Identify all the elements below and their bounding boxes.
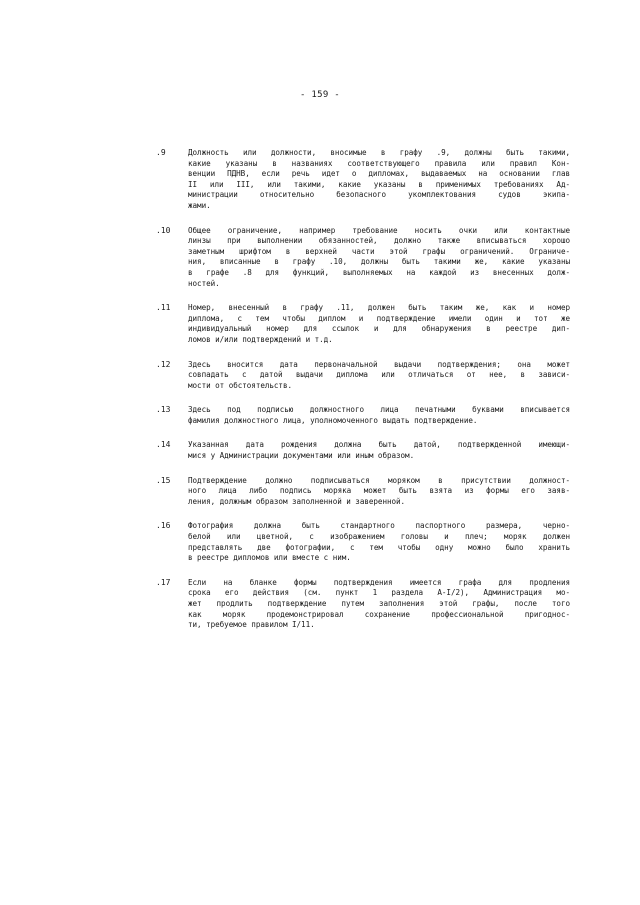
- paragraph-line: заметным шрифтом в верхней части этой графы ограничений. Ограниче-: [188, 246, 570, 256]
- paragraph-line: ного лица либо подпись моряка может быть взята из формы его заяв-: [188, 486, 570, 496]
- paragraph-text: [188, 303, 570, 345]
- paragraph-item: [150, 476, 570, 508]
- paragraph-item: [150, 360, 570, 392]
- paragraph-number: .10: [156, 225, 171, 235]
- paragraph-line: ти, требуемое правилом I/11.: [188, 620, 315, 630]
- paragraph-line: срока его действия (см. пункт 1 раздела A-I/2), Администрация мо-: [188, 588, 570, 598]
- paragraph-text: [188, 405, 570, 426]
- paragraph-line: ния, вписанные в графу .10, должны быть такими же, какие указаны: [188, 257, 570, 267]
- paragraph-line: какие указаны в названиях соответствующего правила или правил Кон-: [188, 158, 570, 168]
- paragraph-line: Здесь вносится дата первоначальной выдачи подтверждения; она может: [188, 359, 570, 369]
- paragraph-item: [150, 405, 570, 426]
- paragraph-line: ностей.: [188, 278, 220, 288]
- paragraph-line: Здесь под подписью должностного лица печатными буквами вписывается: [188, 405, 570, 415]
- paragraph-item: [150, 440, 570, 461]
- page-number: - 159 -: [299, 90, 341, 100]
- paragraph-line: представлять две фотографии, с тем чтобы одну можно было хранить: [188, 542, 570, 552]
- paragraph-line: II или III, или такими, какие указаны в применимых требованиях Ад-: [188, 179, 570, 189]
- paragraph-line: жет продлить подтверждение путем заполнения этой графы, после того: [188, 599, 570, 608]
- paragraph-line: как моряк продемонстрировал сохранение профессиональной пригоднос-: [188, 609, 570, 619]
- paragraph-line: Должность или должности, вносимые в графу .9, должны быть такими,: [188, 148, 570, 157]
- paragraph-text: [188, 360, 570, 392]
- paragraph-line: совпадать с датой выдачи диплома или отличаться от нее, в зависи-: [188, 370, 570, 380]
- paragraph-item: [150, 226, 570, 290]
- paragraph-line: Номер, внесенный в графу .11, должен быть таким же, как и номер: [188, 303, 570, 313]
- paragraph-line: Общее ограничение, например требование носить очки или контактные: [188, 225, 570, 235]
- paragraph-line: диплома, с тем чтобы диплом и подтверждение имели один и тот же: [188, 313, 570, 323]
- paragraph-line: Указанная дата рождения должна быть датой, подтвержденной имеющи-: [188, 440, 570, 450]
- paragraph-line: линзы при выполнении обязанностей, должно также вписываться хорошо: [188, 236, 570, 246]
- paragraph-line: министрации относительно безопасного укомплектования судов экипа-: [188, 190, 570, 200]
- paragraph-line: ления, должным образом заполненной и заверенной.: [188, 496, 406, 506]
- paragraph-number: .17: [156, 577, 171, 587]
- paragraph-number: .9: [156, 148, 166, 157]
- paragraph-line: в графе .8 для функций, выполняемых на каждой из внесенных долж-: [188, 267, 570, 277]
- paragraph-line: индивидуальный номер для ссылок и для обнаружения в реестре дип-: [188, 324, 570, 334]
- paragraph-line: Если на бланке формы подтверждения имеется графа для продления: [188, 577, 570, 587]
- paragraph-item: [150, 303, 570, 345]
- paragraph-number: .12: [156, 359, 171, 369]
- numbered-paragraph-list: [150, 148, 570, 645]
- paragraph-text: [188, 440, 570, 461]
- paragraph-line: белой или цветной, с изображением головы и плеч; моряк должен: [188, 532, 570, 542]
- paragraph-text: [188, 226, 570, 290]
- paragraph-line: в реестре дипломов или вместе с ним.: [188, 553, 351, 563]
- paragraph-text: [188, 148, 570, 212]
- paragraph-line: жами.: [188, 200, 211, 210]
- paragraph-line: мости от обстоятельств.: [188, 380, 293, 390]
- paragraph-text: [188, 578, 570, 631]
- paragraph-item: [150, 148, 570, 212]
- paragraph-item: [150, 578, 570, 631]
- paragraph-line: Фотография должна быть стандартного паспортного размера, черно-: [188, 521, 570, 531]
- paragraph-number: .14: [156, 440, 171, 450]
- paragraph-number: .15: [156, 475, 171, 485]
- paragraph-line: ломов и/или подтверждений и т.д.: [188, 334, 333, 344]
- paragraph-number: .16: [156, 521, 171, 531]
- paragraph-item: [150, 521, 570, 563]
- paragraph-number: .11: [156, 303, 171, 313]
- paragraph-text: [188, 521, 570, 563]
- paragraph-line: венции ПДНВ, если речь идет о дипломах, выдаваемых на основании глав: [188, 169, 570, 179]
- paragraph-line: Подтверждение должно подписываться моряком в присутствии должност-: [188, 475, 570, 485]
- paragraph-number: .13: [156, 405, 171, 415]
- paragraph-line: фамилия должностного лица, уполномоченного выдать подтверждение.: [188, 415, 478, 425]
- paragraph-line: мися у Администрации документами или иным образом.: [188, 451, 415, 461]
- paragraph-text: [188, 476, 570, 508]
